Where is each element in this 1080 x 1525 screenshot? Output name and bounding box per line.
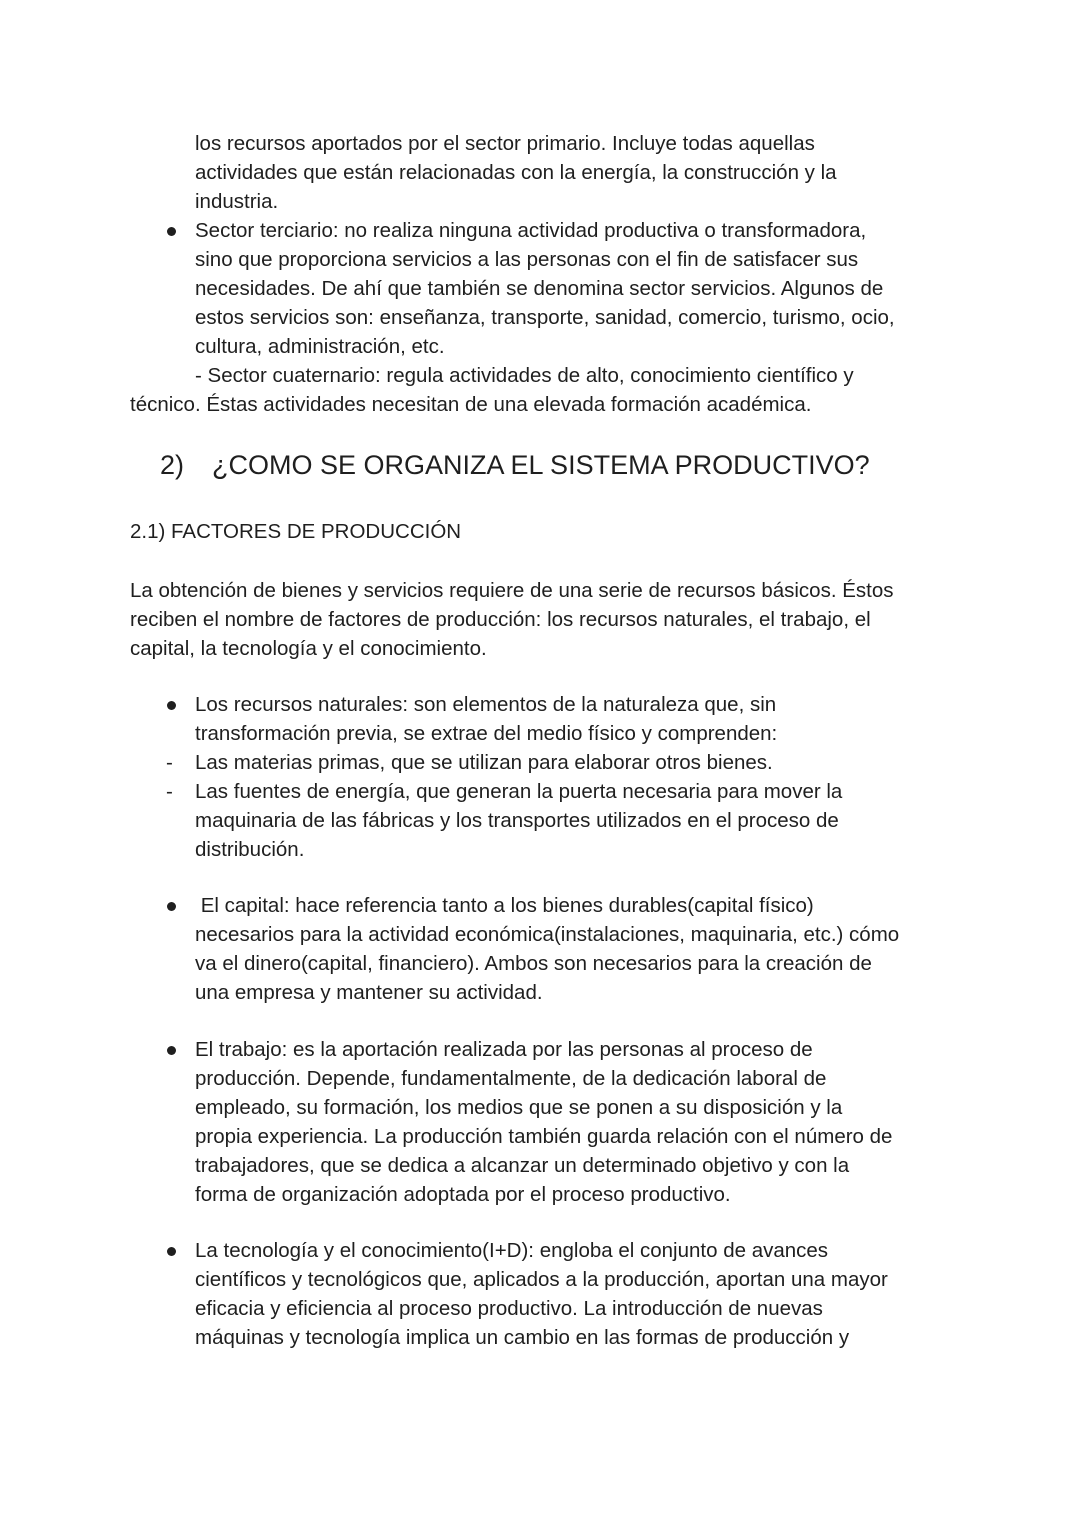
intro-line-2: reciben el nombre de factores de producción: los recursos naturales, el trabajo, el	[130, 608, 871, 631]
bullet-recursos-icon	[167, 701, 176, 710]
recursos-sub2-line-3: distribución.	[195, 838, 305, 861]
terciario-line-3: necesidades. De ahí que también se denomina sector servicios. Algunos de	[195, 277, 884, 300]
continuation-line-2: actividades que están relacionadas con la energía, la construcción y la	[195, 161, 837, 184]
dash-materias-icon: -	[166, 751, 173, 774]
trabajo-line-6: forma de organización adoptada por el proceso productivo.	[195, 1183, 731, 1206]
bullet-trabajo-icon	[167, 1046, 176, 1055]
trabajo-line-5: trabajadores, que se dedica a alcanzar un determinado objetivo y con la	[195, 1154, 850, 1177]
terciario-line-5: cultura, administración, etc.	[195, 335, 445, 358]
recursos-sub2-line-2: maquinaria de las fábricas y los transportes utilizados en el proceso de	[195, 809, 839, 832]
recursos-line-1: Los recursos naturales: son elementos de la naturaleza que, sin	[195, 693, 777, 716]
section-2-title: ¿COMO SE ORGANIZA EL SISTEMA PRODUCTIVO?	[212, 450, 870, 480]
intro-line-3: capital, la tecnología y el conocimiento.	[130, 637, 487, 660]
cuaternario-line-1: - Sector cuaternario: regula actividades de alto, conocimiento científico y	[195, 364, 854, 387]
bullet-terciario-icon	[167, 227, 176, 236]
recursos-sub1-line-1: Las materias primas, que se utilizan para elaborar otros bienes.	[195, 751, 773, 774]
trabajo-line-4: propia experiencia. La producción también guarda relación con el número de	[195, 1125, 893, 1148]
tecnologia-line-3: eficacia y eficiencia al proceso productivo. La introducción de nuevas	[195, 1297, 823, 1320]
section-2-1-title: 2.1) FACTORES DE PRODUCCIÓN	[130, 520, 462, 543]
cuaternario-line-2: técnico. Éstas actividades necesitan de una elevada formación académica.	[130, 393, 812, 416]
continuation-line-3: industria.	[195, 190, 279, 213]
recursos-sub2-line-1: Las fuentes de energía, que generan la puerta necesaria para mover la	[195, 780, 843, 803]
bullet-capital-icon	[167, 902, 176, 911]
intro-line-1: La obtención de bienes y servicios requiere de una serie de recursos básicos. Éstos	[130, 579, 894, 602]
terciario-line-2: sino que proporciona servicios a las personas con el fin de satisfacer sus	[195, 248, 859, 271]
trabajo-line-1: El trabajo: es la aportación realizada por las personas al proceso de	[195, 1038, 813, 1061]
capital-line-3: va el dinero(capital, financiero). Ambos son necesarios para la creación de	[195, 952, 872, 975]
bullet-tecnologia-icon	[167, 1247, 176, 1256]
continuation-line-1: los recursos aportados por el sector primario. Incluye todas aquellas	[195, 132, 815, 155]
terciario-line-1: Sector terciario: no realiza ninguna actividad productiva o transformadora,	[195, 219, 867, 242]
trabajo-line-2: producción. Depende, fundamentalmente, de la dedicación laboral de	[195, 1067, 827, 1090]
tecnologia-line-4: máquinas y tecnología implica un cambio en las formas de producción y	[195, 1326, 850, 1349]
capital-line-2: necesarios para la actividad económica(instalaciones, maquinaria, etc.) cómo	[195, 923, 900, 946]
tecnologia-line-2: científicos y tecnológicos que, aplicados a la producción, aportan una mayor	[195, 1268, 888, 1291]
terciario-line-4: estos servicios son: enseñanza, transporte, sanidad, comercio, turismo, ocio,	[195, 306, 895, 329]
capital-line-4: una empresa y mantener su actividad.	[195, 981, 543, 1004]
dash-energia-icon: -	[166, 780, 173, 803]
capital-line-1: El capital: hace referencia tanto a los bienes durables(capital físico)	[195, 894, 814, 917]
trabajo-line-3: empleado, su formación, los medios que se ponen a su disposición y la	[195, 1096, 843, 1119]
tecnologia-line-1: La tecnología y el conocimiento(I+D): engloba el conjunto de avances	[195, 1239, 829, 1262]
section-2-number: 2)	[160, 450, 185, 480]
recursos-line-2: transformación previa, se extrae del medio físico y comprenden:	[195, 722, 778, 745]
